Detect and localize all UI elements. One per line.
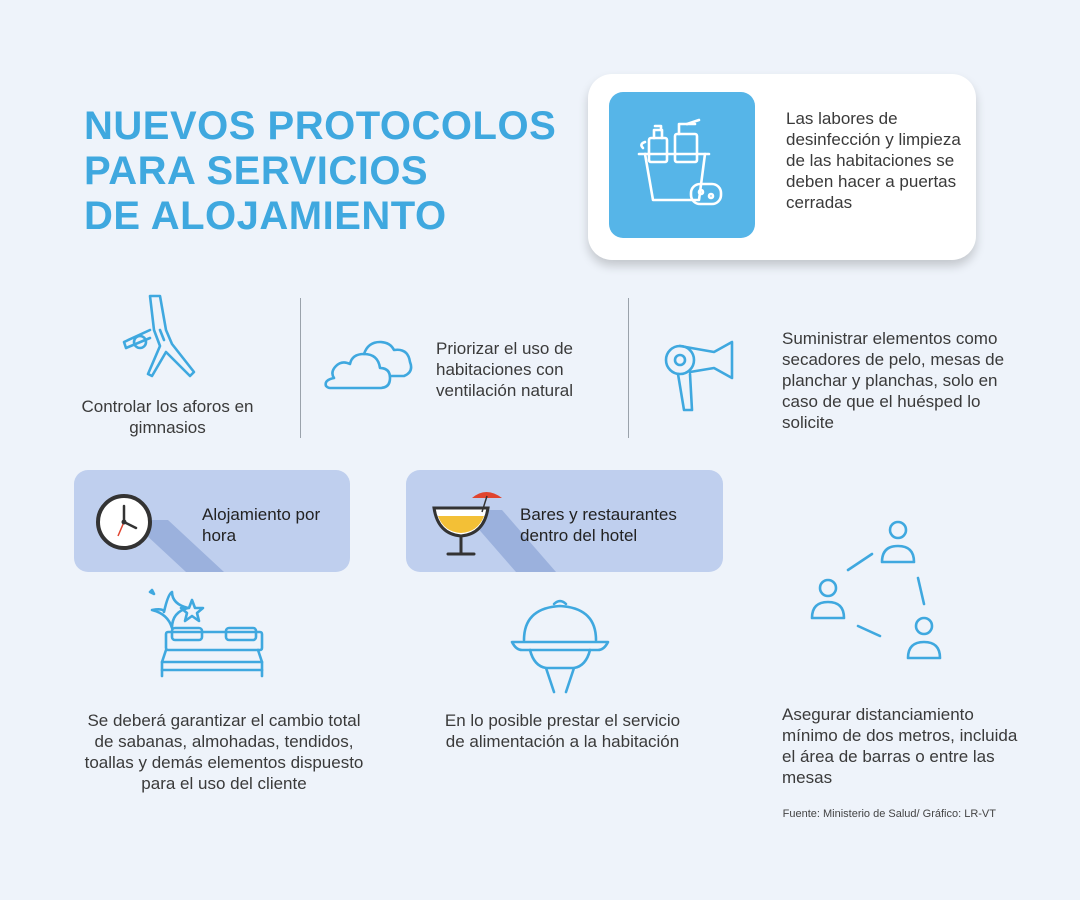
hourly-label: Alojamiento por hora [202,505,321,545]
source-credit: Fuente: Ministerio de Salud/ Gráfico: LR-VT [782,808,996,820]
cleaning-card-text: Las labores de desinfección y limpieza de las habitaciones se deben hacer a puertas cerradas [786,109,961,212]
divider-2 [628,298,629,438]
cleaning-supplies-icon [609,92,755,238]
ventilation-text: Priorizar el uso de habitaciones con ventilación natural [436,339,574,400]
title-line-3: DE ALOJAMIENTO [84,194,447,238]
food-text: En lo posible prestar el servicio de alimentación a la habitación [444,711,681,751]
bedding-text: Se deberá garantizar el cambio total de sabanas, almohadas, tendidos, toallas y demás elementos dispuesto para el uso del cliente [84,711,364,793]
divider-1 [300,298,301,438]
hair-dryer-text: Suministrar elementos como secadores de pelo, mesas de planchar y planchas, solo en caso de que el huésped lo solicite [782,329,1005,432]
bars-label: Bares y restaurantes dentro del hotel [520,505,677,545]
food-tray-icon [506,596,614,699]
yoga-pose-icon [110,290,210,391]
distancing-people-icon [800,508,950,673]
gym-text: Controlar los aforos en gimnasios [81,397,254,437]
hair-dryer-icon [660,336,740,421]
hourly-pill [74,470,350,572]
bars-pill [406,470,723,572]
bed-icon [142,584,266,685]
clouds-icon [320,336,416,397]
page-title [84,104,564,239]
cleaning-card [588,74,976,260]
title-line-1: NUEVOS PROTOCOLOS [84,104,557,148]
distance-text: Asegurar distanciamiento mínimo de dos metros, incluida el área de barras o entre las mesas [782,705,1018,787]
title-line-2: PARA SERVICIOS [84,149,429,193]
